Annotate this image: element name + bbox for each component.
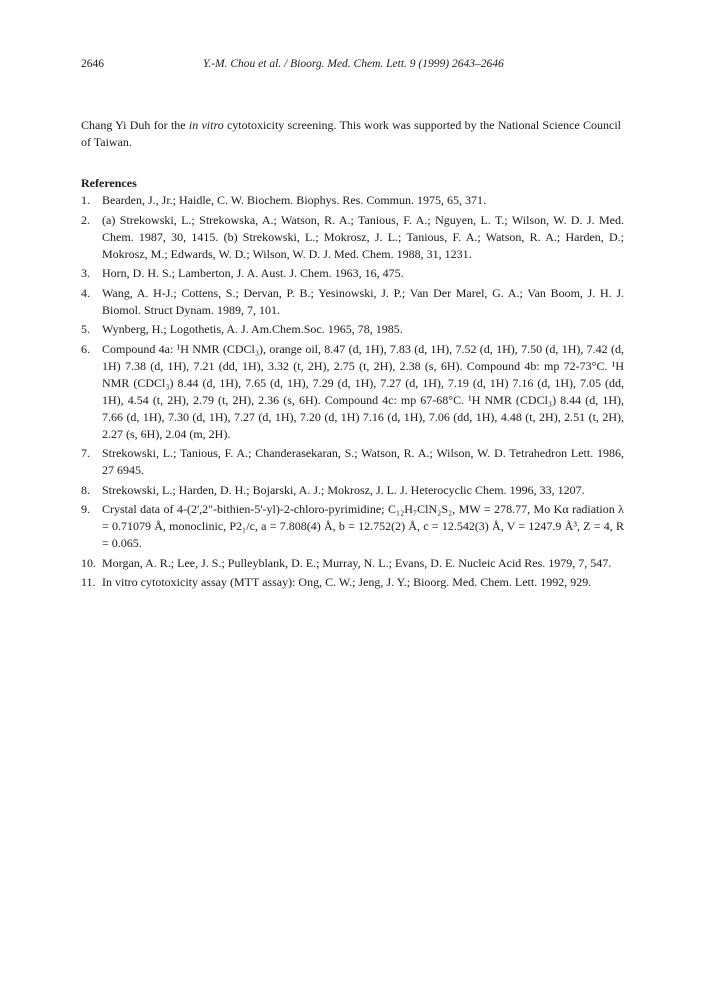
reference-item — [81, 285, 624, 319]
reference-text: Morgan, A. R.; Lee, J. S.; Pulleyblank, D. E.; Murray, N. L.; Evans, D. E. Nucleic Acid Res. 1979, 7, 547. — [102, 555, 612, 570]
reference-number: 7. — [81, 446, 90, 460]
reference-number: 9. — [81, 502, 90, 516]
reference-item — [81, 555, 624, 572]
reference-item — [81, 445, 624, 479]
running-head: Y.-M. Chou et al. / Bioorg. Med. Chem. Lett. 9 (1999) 2643–2646 — [203, 58, 504, 70]
reference-text: Crystal data of 4-(2',2"-bithien-5'-yl)-2-chloro-pyrimidine; C₁₂H₇ClN₂S₂, MW = 278.77, Mo Kα radiation λ = 0.71079 Å, monoclinic, P2₁/c, a = 7.808(4) Å, b = 12.752(2) Å, c = 12.542(3) Å, V = 1247.9 Å³, Z = 4, R = 0.065. — [102, 502, 624, 550]
reference-number: 4. — [81, 285, 90, 300]
reference-text: Horn, D. H. S.; Lamberton, J. A. Aust. J. Chem. 1963, 16, 475. — [102, 266, 404, 280]
reference-number: 2. — [81, 212, 90, 227]
page-header — [81, 58, 621, 74]
reference-text: Strekowski, L.; Tanious, F. A.; Chanderasekaran, S.; Watson, R. A.; Wilson, W. D. Tetrahedron Lett. 1986, 27 6945. — [102, 446, 624, 477]
reference-text: Wynberg, H.; Logothetis, A. J. Am.Chem.Soc. 1965, 78, 1985. — [102, 322, 403, 336]
acknowledgment-italic: in vitro — [188, 118, 224, 132]
reference-text: In vitro cytotoxicity assay (MTT assay): Ong, C. W.; Jeng, J. Y.; Bioorg. Med. Chem. Lett. 1992, 929. — [102, 575, 592, 589]
reference-text: (a) Strekowski, L.; Strekowska, A.; Watson, R. A.; Tanious, F. A.; Nguyen, L. T.; Wilson, W. D. J. Med. Chem. 1987, 30, 1415. (b) Strekowski, L.; Mokrosz, J. L.; Tanious, F. A.; Watson, R. A.; Harden, D.; Mokrosz, M.; Edwards, W. D.; Wilson, W. D. J. Med. Chem. 1988, 31, 1231. — [102, 212, 624, 261]
references-heading: References — [81, 176, 137, 190]
reference-item — [81, 501, 624, 552]
reference-item — [81, 212, 624, 263]
reference-text: Compound 4a: ¹H NMR (CDCl₃), orange oil, 8.47 (d, 1H), 7.83 (d, 1H), 7.52 (d, 1H), 7.50 (d, 1H), 7.42 (d, 1H) 7.38 (d, 1H), 7.21 (dd, 1H), 3.32 (t, 2H), 2.75 (t, 2H), 2.38 (s, 6H). Compound 4b: mp 72-73°C. ¹H NMR (CDCl₃) 8.44 (d, 1H), 7.65 (d, 1H), 7.29 (d, 1H), 7.27 (d, 1H), 7.19 (d, 1H) 7.16 (d, 1H), 7.05 (dd, 1H), 4.54 (t, 2H), 2.79 (t, 2H), 2.36 (s, 6H). Compound 4c: mp 67-68°C. ¹H NMR (CDCl₃) 8.44 (d, 1H), 7.66 (d, 1H), 7.30 (d, 1H), 7.27 (d, 1H), 7.20 (d, 1H) 7.16 (d, 1H), 7.06 (dd, 1H), 4.48 (t, 2H), 2.51 (t, 2H), 2.27 (s, 6H), 2.04 (m, 2H). — [102, 341, 624, 441]
reference-text: Wang, A. H-J.; Cottens, S.; Dervan, P. B.; Yesinowski, J. P.; Van Der Marel, G. A.; Van Boom, J. H. J. Biomol. Struct Dynam. 1989, 7, 101. — [102, 285, 624, 317]
reference-number: 6. — [81, 341, 90, 356]
reference-item — [81, 192, 624, 209]
reference-number: 10. — [81, 555, 96, 570]
acknowledgment-text-2: cytotoxicity screening. This work was supported by the National Science Council of Taiwan. — [81, 118, 621, 149]
reference-number: 3. — [81, 266, 90, 280]
reference-number: 11. — [81, 575, 96, 589]
reference-number: 1. — [81, 193, 90, 207]
reference-item — [81, 265, 624, 282]
reference-item — [81, 574, 624, 591]
references-list — [81, 192, 624, 594]
acknowledgment-paragraph — [81, 117, 621, 151]
reference-text: Strekowski, L.; Harden, D. H.; Bojarski, A. J.; Mokrosz, J. L. J. Heterocyclic Chem. 1996, 33, 1207. — [102, 482, 585, 497]
reference-item — [81, 321, 624, 338]
acknowledgment-text-1: Chang Yi Duh for the — [81, 118, 189, 132]
reference-item — [81, 341, 624, 443]
reference-number: 5. — [81, 322, 90, 336]
reference-text: Bearden, J., Jr.; Haidle, C. W. Biochem. Biophys. Res. Commun. 1975, 65, 371. — [102, 193, 486, 207]
reference-item — [81, 482, 624, 499]
reference-number: 8. — [81, 482, 90, 497]
page-number: 2646 — [81, 58, 104, 70]
